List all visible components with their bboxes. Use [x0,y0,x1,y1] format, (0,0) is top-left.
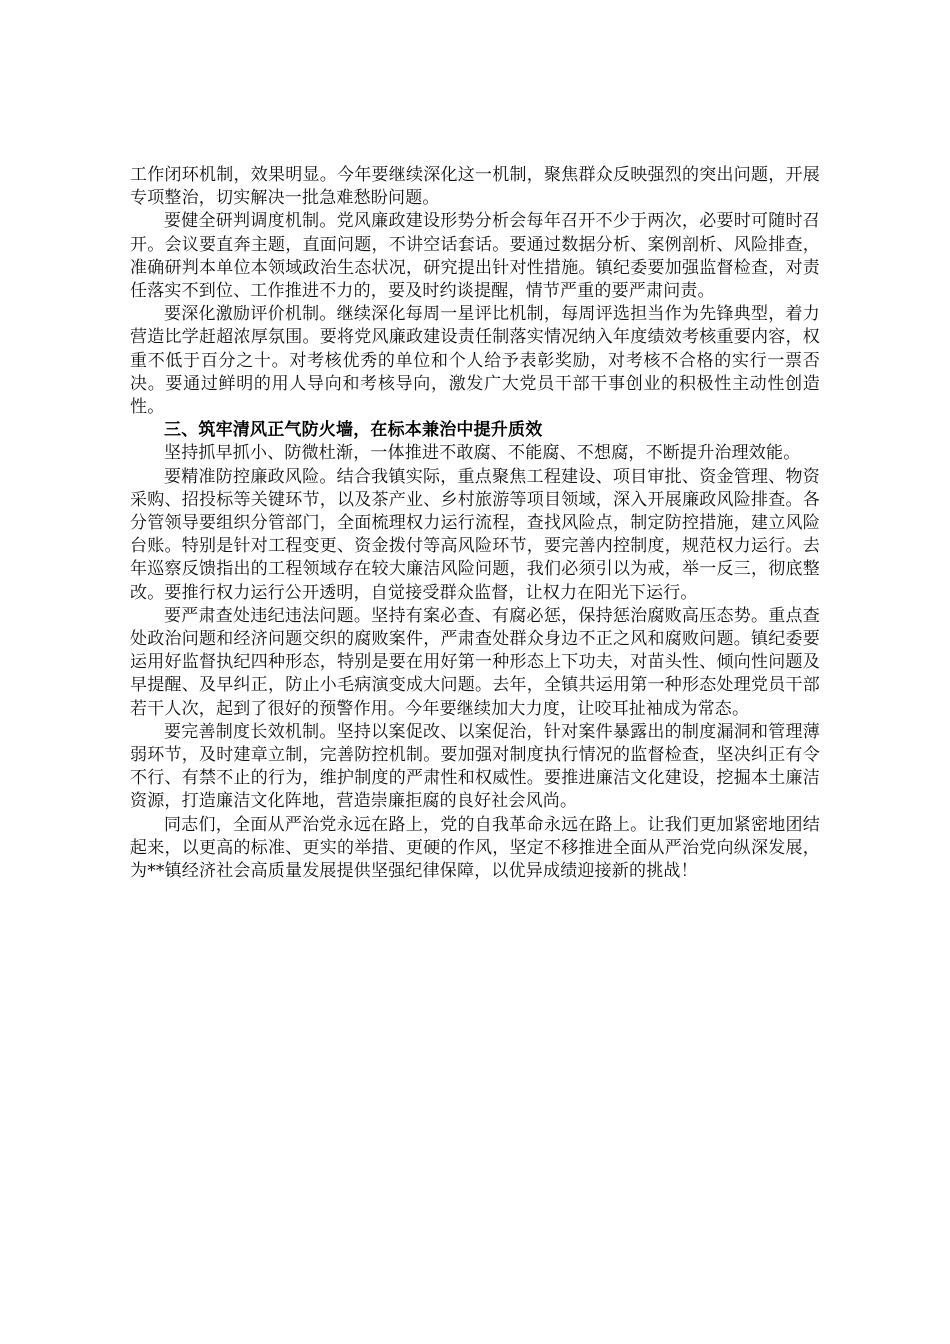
paragraph-section-intro: 坚持抓早抓小、防微杜渐，一体推进不敢腐、不能腐、不想腐，不断提升治理效能。 [164,443,801,464]
paragraph-continuation: 工作闭环机制，效果明显。今年要继续深化这一机制，聚焦群众反映强烈的突出问题，开展专项整治，切实解决一批急难愁盼问题。 [130,165,820,209]
paragraph-risk-control: 要精准防控廉政风险。结合我镇实际，重点聚焦工程建设、项目审批、资金管理、物资采购、招投标等关键环节，以及茶产业、乡村旅游等项目领域，深入开展廉政风险排查。各分管领导要组织分管部门，全面梳理权力运行流程，查找风险点，制定防控措施，建立风险台账。特别是针对工程变更、资金拨付等高风险环节，要完善内控制度，规范权力运行。去年巡察反馈指出的工程领域存在较大廉洁风险问题，我们必须引以为戒，举一反三，彻底整改。要推行权力运行公开透明，自觉接受群众监督，让权力在阳光下运行。 [130,466,820,603]
paragraph-incentive-mechanism: 要深化激励评价机制。继续深化每周一星评比机制，每周评选担当作为先锋典型，着力营造比学赶超浓厚氛围。要将党风廉政建设责任制落实情况纳入年度绩效考核重要内容，权重不低于百分之十。对考核优秀的单位和个人给予表彰奖励，对考核不合格的实行一票否决。要通过鲜明的用人导向和考核导向，激发广大党员干部干事创业的积极性主动性创造性。 [130,304,820,418]
paragraph-institution: 要完善制度长效机制。坚持以案促改、以案促治，针对案件暴露出的制度漏洞和管理薄弱环节，及时建章立制，完善防控机制。要加强对制度执行情况的监督检查，坚决纠正有令不行、有禁不止的行为，维护制度的严肃性和权威性。要推进廉洁文化建设，挖掘本土廉洁资源，打造廉洁文化阵地，营造崇廉拒腐的良好社会风尚。 [130,721,820,812]
paragraph-research-mechanism: 要健全研判调度机制。党风廉政建设形势分析会每年召开不少于两次，必要时可随时召开。会议要直奔主题，直面问题，不讲空话套话。要通过数据分析、案例剖析、风险排查，准确研判本单位本领域政治生态状况，研究提出针对性措施。镇纪委要加强监督检查，对责任落实不到位、工作推进不力的，要及时约谈提醒，情节严重的要严肃问责。 [130,211,820,302]
document-page [130,164,820,883]
section-heading-three: 三、筑牢清风正气防火墙，在标本兼治中提升质效 [164,420,543,441]
paragraph-investigation: 要严肃查处违纪违法问题。坚持有案必查、有腐必惩，保持惩治腐败高压态势。重点查处政治问题和经济问题交织的腐败案件，严肃查处群众身边不正之风和腐败问题。镇纪委要运用好监督执纪四种形态，特别是要在用好第一种形态上下功夫，对苗头性、倾向性问题及早提醒、及早纠正，防止小毛病演变成大问题。去年，全镇共运用第一种形态处理党员干部若干人次，起到了很好的预警作用。今年要继续加大力度，让咬耳扯袖成为常态。 [130,605,820,719]
paragraph-closing: 同志们，全面从严治党永远在路上，党的自我革命永远在路上。让我们更加紧密地团结起来，以更高的标准、更实的举措、更硬的作风，坚定不移推进全面从严治党向纵深发展，为**镇经济社会高质量发展提供坚强纪律保障，以优异成绩迎接新的挑战！ [130,814,820,882]
